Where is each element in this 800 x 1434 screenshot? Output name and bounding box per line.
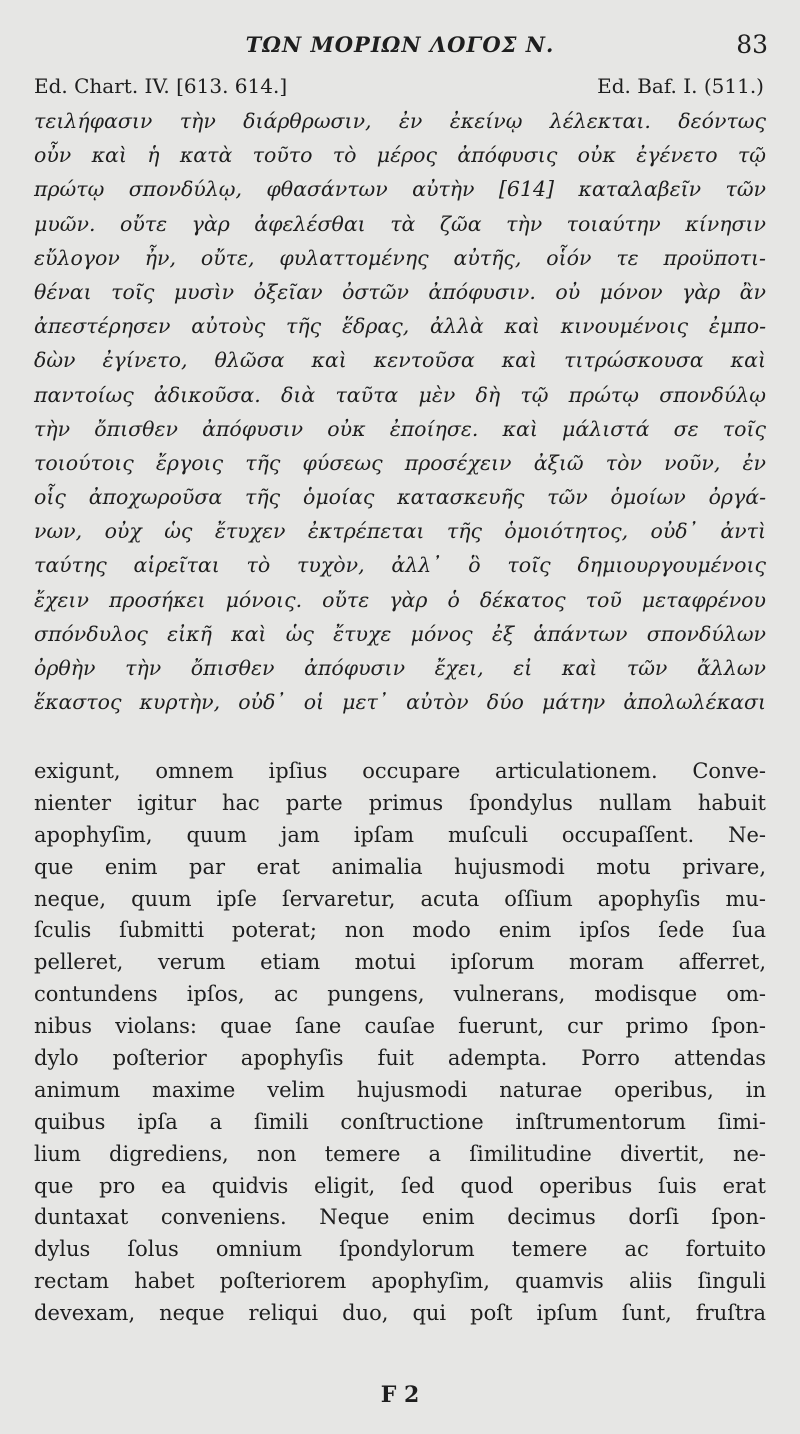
latin-text-line: que pro ea quidvis eligit, ſed quod operibus ſuis erat <box>34 1173 766 1198</box>
greek-text-line: σπόνδυλος εἰκῆ καὶ ὡς ἔτυχε μόνος ἐξ ἁπάντων σπονδύλων <box>34 621 766 646</box>
greek-text-line: παντοίως ἀδικοῦσα. διὰ ταῦτα μὲν δὴ τῷ πρώτῳ σπονδύλῳ <box>34 382 766 407</box>
greek-text-line: ἀπεστέρησεν αὐτοὺς τῆς ἕδρας, ἀλλὰ καὶ κινουμένοις ἐμπο- <box>34 314 766 339</box>
latin-text-line: pelleret, verum etiam motui ipſorum moram afferret, <box>34 950 766 975</box>
greek-text-line: θέναι τοῖς μυσὶν ὀξεῖαν ὀστῶν ἀπόφυσιν. οὐ μόνον γὰρ ἂν <box>34 279 766 304</box>
edition-references <box>34 74 764 104</box>
signature-mark: F 2 <box>380 1382 420 1408</box>
latin-text-line: dylo poſterior apophyſis fuit adempta. Porro attendas <box>34 1046 766 1071</box>
greek-text-line: οἷς ἀποχωροῦσα τῆς ὁμοίας κατασκευῆς τῶν ὁμοίων ὀργά- <box>34 485 766 510</box>
page-header <box>0 30 800 64</box>
greek-text-line: οὖν καὶ ἡ κατὰ τοῦτο τὸ μέρος ἀπόφυσις οὐκ ἐγένετο τῷ <box>34 143 766 168</box>
latin-text-block <box>34 756 766 1330</box>
greek-text-line: ἔχειν προσήκει μόνοις. οὔτε γὰρ ὁ δέκατος τοῦ μεταφρένου <box>34 587 766 612</box>
latin-text-line: devexam, neque reliqui duo, qui poſt ipſum ſunt, fruſtra <box>34 1301 766 1326</box>
latin-text-line: nienter igitur hac parte primus ſpondylus nullam habuit <box>34 790 766 815</box>
greek-text-line: μυῶν. οὔτε γὰρ ἀφελέσθαι τὰ ζῶα τὴν τοιαύτην κίνησιν <box>34 211 766 236</box>
latin-text-line: rectam habet poſteriorem apophyſim, quamvis aliis ſinguli <box>34 1269 766 1294</box>
latin-text-line: duntaxat conveniens. Neque enim decimus dorſi ſpon- <box>34 1205 766 1230</box>
latin-text-line: neque, quum ipſe ſervaretur, acuta oſſium apophyſis mu- <box>34 886 766 911</box>
latin-text-line: que enim par erat animalia hujusmodi motu privare, <box>34 854 766 879</box>
latin-text-line: contundens ipſos, ac pungens, vulnerans, modisque om- <box>34 982 766 1007</box>
latin-text-line: lium digrediens, non temere a ſimilitudine divertit, ne- <box>34 1141 766 1166</box>
greek-text-line: ταύτης αἱρεῖται τὸ τυχὸν, ἀλλ᾽ ὃ τοῖς δημιουργουμένοις <box>34 553 766 578</box>
greek-text-block <box>34 104 766 719</box>
greek-text-line: τειλήφασιν τὴν διάρθρωσιν, ἐν ἐκείνῳ λέλεκται. δεόντως <box>34 109 766 133</box>
latin-text-line: quibus ipſa a ſimili conſtructione inſtrumentorum ſimi- <box>34 1109 766 1134</box>
greek-text-line: ἕκαστος κυρτὴν, οὐδ᾽ οἱ μετ᾽ αὐτὸν δύο μάτην ἀπολωλέκασι <box>34 690 766 715</box>
greek-text-line: τοιούτοις ἔργοις τῆς φύσεως προσέχειν ἀξιῶ τὸν νοῦν, ἐν <box>34 450 766 475</box>
edition-basel-reference: Ed. Baf. I. (511.) <box>597 74 764 98</box>
greek-text-line: ὀρθὴν τὴν ὄπισθεν ἀπόφυσιν ἔχει, εἰ καὶ τῶν ἄλλων <box>34 656 766 680</box>
latin-text-line: animum maxime velim hujusmodi naturae operibus, in <box>34 1077 766 1102</box>
greek-text-line: νων, οὐχ ὡς ἔτυχεν ἐκτρέπεται τῆς ὁμοιότητος, οὐδ᾽ ἀντὶ <box>34 519 766 544</box>
latin-text-line: exigunt, omnem ipſius occupare articulationem. Conve- <box>34 759 766 783</box>
greek-text-line: πρώτῳ σπονδύλῳ, φθασάντων αὐτὴν [614] καταλαβεῖν τῶν <box>34 177 766 202</box>
running-title: ΤΩΝ ΜΟΡΙΩΝ ΛΟΓΟΣ Ν. <box>245 32 555 57</box>
edition-chartier-reference: Ed. Chart. IV. [613. 614.] <box>34 74 288 98</box>
greek-text-line: τὴν ὄπισθεν ἀπόφυσιν οὐκ ἐποίησε. καὶ μάλιστά σε τοῖς <box>34 416 766 441</box>
latin-text-line: dylus ſolus omnium ſpondylorum temere ac fortuito <box>34 1237 766 1262</box>
latin-text-line: apophyſim, quum jam ipſam muſculi occupaſſent. Ne- <box>34 822 766 847</box>
greek-text-line: δὼν ἐγίνετο, θλῶσα καὶ κεντοῦσα καὶ τιτρώσκουσα καὶ <box>34 348 766 373</box>
latin-text-line: nibus violans: quae ſane cauſae fuerunt, cur primo ſpon- <box>34 1014 766 1039</box>
greek-text-line: εὔλογον ἦν, οὔτε, φυλαττομένης αὐτῆς, οἷόν τε προϋποτι- <box>34 245 766 270</box>
page-number: 83 <box>736 30 768 59</box>
latin-text-line: ſculis ſubmitti poterat; non modo enim ipſos ſede ſua <box>34 918 766 943</box>
